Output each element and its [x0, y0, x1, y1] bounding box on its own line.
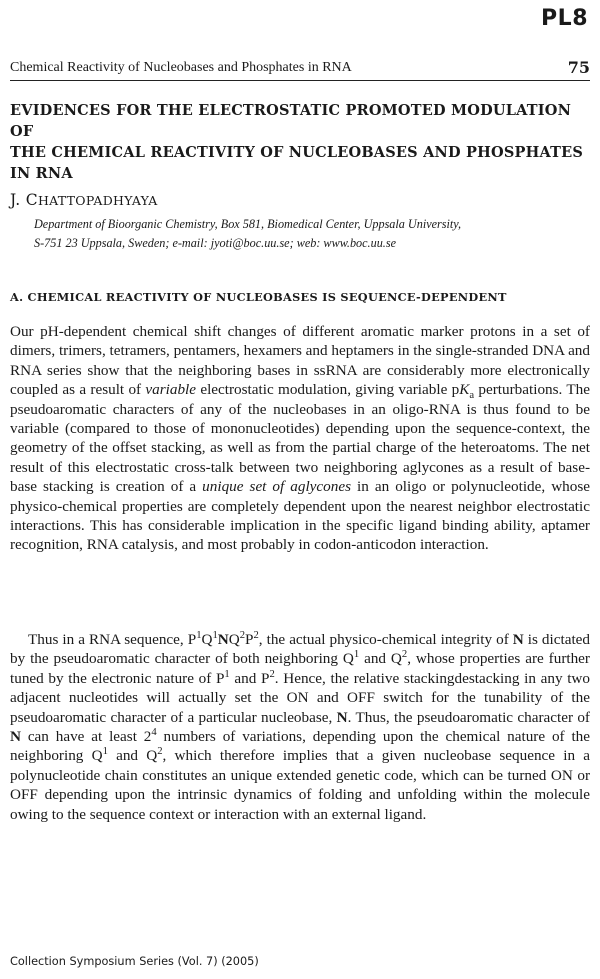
- title-line: IN RNA: [10, 165, 73, 182]
- text-run: P: [245, 631, 254, 648]
- superscript: 2: [239, 629, 246, 641]
- document-code: PL8: [541, 6, 588, 31]
- text-run: and Q: [107, 747, 158, 765]
- superscript: 1: [212, 629, 218, 641]
- text-run: , which therefore implies that a given nucleobase sequence in a polynucleotide chain constitutes an unique extended genetic code, which can be turned ON or OFF depending upon the intrinsic dynamics of folding and unfolding within the molecule owing to the sequence context or interaction with an external ligand.: [10, 747, 590, 823]
- footer-series: Collection Symposium Series (Vol. 7) (2005): [10, 955, 259, 968]
- superscript: 1: [196, 629, 202, 641]
- subscript: a: [469, 390, 475, 402]
- title-line: EVIDENCES FOR THE ELECTROSTATIC PROMOTED MODULATION OF: [10, 102, 572, 140]
- article-title: [10, 100, 590, 184]
- text-run: can have at least 2: [20, 728, 152, 746]
- superscript: 2: [269, 668, 275, 680]
- running-header: [10, 58, 590, 81]
- text-run: in an oligo or polynucleotide, whose physico-chemical properties are completely dependent upon the nearest neighbor electrostatic interactions. This has considerable implication in the specific ligand binding ability, aptamer recognition, RNA catalysis, and most probably in codon-anticodon interaction.: [10, 478, 591, 554]
- text-bold: N: [217, 631, 229, 648]
- page-number: 75: [567, 58, 590, 77]
- text-run: . Thus, the pseudoaromatic character of: [347, 708, 590, 726]
- text-run: . Hence, the relative stackingdestacking in any two adjacent nucleotides will actually set the ON and OFF switch for the tunability of the pseudoaromatic character of a particular nucleobase,: [10, 669, 590, 726]
- superscript: 1: [224, 668, 230, 680]
- affiliation-line: Department of Bioorganic Chemistry, Box 581, Biomedical Center, Uppsala University,: [34, 217, 462, 231]
- text-run: is dictated by the pseudoaromatic character of both neighboring Q: [10, 631, 590, 668]
- text-run: electrostatic modulation, giving variable p: [196, 381, 460, 399]
- paragraph-1: [10, 322, 590, 555]
- paragraph-2: [10, 630, 590, 824]
- superscript: 2: [253, 629, 259, 641]
- author-surname: HATTOPADHYAYA: [37, 193, 158, 208]
- title-line: THE CHEMICAL REACTIVITY OF NUCLEOBASES AND PHOSPHATES: [10, 144, 584, 161]
- text-bold: N: [336, 708, 348, 726]
- text-run: Q: [201, 631, 213, 648]
- text-run: Thus in a RNA sequence, P: [28, 631, 197, 648]
- text-emphasis: variable: [145, 381, 197, 399]
- text-run: Q: [228, 631, 240, 648]
- superscript: 4: [151, 726, 157, 738]
- superscript: 2: [401, 649, 408, 661]
- text-run: , whose properties are further tuned by the electronic nature of P: [10, 650, 590, 687]
- text-emphasis: unique set of aglycones: [202, 478, 351, 496]
- text-run: perturbations. The pseudoaromatic characters of any of the nucleobases in an oligo-RNA is thus found to be variable (compared to those of mononucleotides) depending upon the sequence-context, the geometry of the offset stacking, as well as from the partial charge of the heteroatoms. The net result of this electrostatic cross-talk between two neighboring aglycones as a result of base-base stacking is creation of a: [10, 381, 590, 496]
- text-run: and P: [229, 669, 270, 687]
- author-affiliation: [34, 215, 590, 253]
- running-title: Chemical Reactivity of Nucleobases and Phosphates in RNA: [10, 60, 352, 75]
- superscript: 1: [353, 649, 360, 661]
- affiliation-line: S-751 23 Uppsala, Sweden; e-mail: jyoti@boc.uu.se; web: www.boc.uu.se: [34, 236, 396, 250]
- section-heading: A. CHEMICAL REACTIVITY OF NUCLEOBASES IS SEQUENCE-DEPENDENT: [10, 290, 507, 304]
- superscript: 2: [157, 746, 163, 758]
- author-name: [10, 191, 158, 209]
- superscript: 1: [102, 746, 108, 758]
- text-run: Our pH-dependent chemical shift changes of different aromatic marker protons in a set of dimers, trimers, tetramers, pentamers, hexamers and heptamers in the single-stranded DNA and RNA series show that the neighboring bases in ssRNA are considerably more electronically coupled as a result of: [10, 323, 590, 399]
- text-emphasis: K: [459, 381, 470, 399]
- author-initial: J. C: [10, 191, 38, 209]
- text-run: and Q: [359, 650, 402, 668]
- text-bold: N: [10, 728, 21, 746]
- text-bold: N: [512, 631, 524, 648]
- text-run: , the actual physico-chemical integrity of: [258, 631, 513, 648]
- text-run: numbers of variations, depending upon the chemical nature of the neighboring Q: [10, 728, 591, 765]
